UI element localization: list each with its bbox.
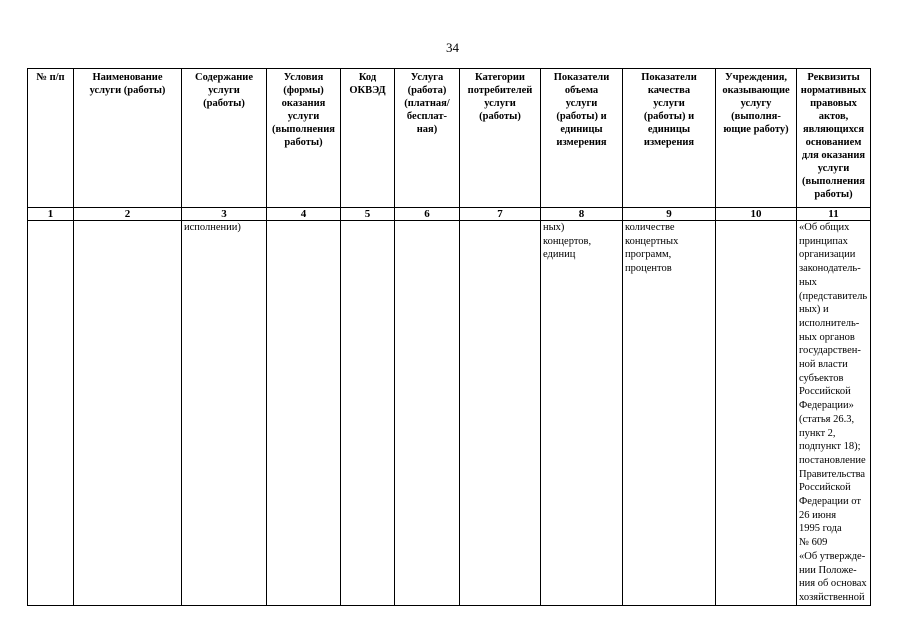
cell-text-line: 1995 года [799,523,842,535]
page-number: 34 [446,40,459,55]
cell-text-line: количестве [625,222,675,233]
cell-text-line: Услуга [410,72,444,83]
column-number-cell: 9 [623,208,716,221]
cell-institutions [716,221,797,606]
cell-text-line: измерения [643,137,695,148]
header-institutions [716,69,797,208]
column-number-cell: 11 [797,208,871,221]
table-header-row [28,69,871,208]
cell-text-line: услуги [287,111,320,122]
cell-text-line: «Об утвержде- [799,550,866,562]
cell-text-line: (выполнения [802,176,865,187]
cell-text-line: (работы) и [556,111,607,122]
column-number-cell: 4 [267,208,341,221]
cell-service-content [182,221,267,606]
cell-text-line: (работы) и [643,111,695,122]
cell-text-line: № п/п [36,72,65,83]
header-volume-indicators [541,69,623,208]
cell-text-line: Учреждения, [724,72,788,83]
cell-text-line: ОКВЭД [349,85,386,96]
cell-text-line: Российской [799,386,851,398]
cell-text-line: качества [647,85,691,96]
cell-text-line: единицы [647,124,691,135]
header-service-name [74,69,182,208]
cell-text-line: ной власти [799,359,848,371]
cell-text-line: ных [799,276,817,288]
cell-text-line: актов, [818,111,849,122]
cell-text-line: работы) [284,137,323,148]
column-number-cell: 8 [541,208,623,221]
cell-text-line: концертных [625,235,679,247]
cell-text-line: услуги [208,85,240,96]
cell-text-line: ная) [416,124,438,135]
cell-text-line: ных) [543,222,565,233]
header-quality-indicators [623,69,716,208]
cell-text-line: для оказания [801,150,866,161]
cell-text-line: ющие работу) [723,124,789,135]
cell-text-line: (платная/ [404,98,450,109]
cell-text-line: оказывающие [722,85,790,96]
table-row [28,221,871,606]
cell-text-line: (статья 26.3, [799,413,855,425]
cell-text-line: концертов, [543,235,592,247]
cell-text-line: Наименование [92,72,163,83]
cell-quality-indicators [623,221,716,606]
cell-text-line: Федерации от [799,496,861,508]
column-number-cell: 6 [395,208,460,221]
cell-text-line: нормативных [800,85,867,96]
cell-text-line: услугу [740,98,772,109]
header-legal-acts [797,69,871,208]
header-row-number [28,69,74,208]
cell-text-line: Показатели [641,72,697,83]
cell-text-line: Показатели [553,72,610,83]
services-registry-table [27,68,871,606]
cell-text-line: ных органов [799,331,855,343]
cell-text-line: законодатель- [799,263,861,275]
cell-text-line: единицы [560,124,603,135]
cell-text-line: услуги [565,98,598,109]
cell-text-line: (работы) [479,111,521,122]
header-okved-code [341,69,395,208]
cell-text-line: измерения [556,137,607,148]
column-number-cell: 10 [716,208,797,221]
column-number-cell: 1 [28,208,74,221]
cell-text-line: № 609 [799,537,828,549]
cell-text-line: правовых [810,98,857,109]
column-numbers-row [28,208,871,221]
cell-text-line: услуги [653,98,685,109]
cell-text-line: ния об основах [799,578,867,590]
cell-text-line: Реквизиты [807,72,860,83]
header-paid-free [395,69,460,208]
cell-text-line: хозяйственной [799,591,865,603]
column-number-cell: 5 [341,208,395,221]
cell-text-line: государствен- [799,345,861,357]
cell-text-line: нии Положе- [799,564,857,576]
cell-text-line: оказания [281,98,326,109]
cell-text-line: (формы) [283,85,324,96]
cell-text-line: организации [799,249,856,261]
header-consumer-categories [460,69,541,208]
cell-legal-acts [797,221,871,606]
cell-text-line: ных) и [799,304,829,316]
header-service-content [182,69,267,208]
cell-text-line: являющихся [802,124,864,135]
cell-okved-code [341,221,395,606]
cell-text-line: потребителей [467,85,533,96]
cell-text-line: Код [358,72,377,83]
cell-text-line: объема [564,85,599,96]
cell-row-number [28,221,74,606]
cell-text-line: 26 июня [799,509,837,521]
cell-text-line: (работы) [203,98,245,109]
cell-service-name [74,221,182,606]
cell-text-line: субъектов [799,372,844,384]
cell-text-line: (представитель [799,290,868,302]
cell-text-line: Федерации» [799,400,854,412]
cell-text-line: работы) [814,189,853,200]
column-number-cell: 3 [182,208,267,221]
cell-text-line: услуги (работы) [89,85,166,96]
cell-consumer-categories [460,221,541,606]
cell-text-line: Содержание [195,72,253,83]
cell-text-line: исполнении) [184,222,241,233]
cell-text-line: основанием [805,137,862,148]
cell-text-line: Категории [475,72,525,83]
cell-text-line: (выполня- [731,111,781,122]
cell-text-line: процентов [625,263,672,275]
cell-text-line: услуги [817,163,850,174]
cell-volume-indicators [541,221,623,606]
cell-text-line: подпункт 18); [799,441,861,453]
header-service-conditions [267,69,341,208]
cell-text-line: исполнитель- [799,317,860,329]
cell-service-conditions [267,221,341,606]
cell-text-line: пункт 2, [799,427,836,439]
column-number-cell: 2 [74,208,182,221]
cell-text-line: бесплат- [406,111,448,122]
cell-text-line: «Об общих [799,222,850,233]
cell-text-line: единиц [543,249,576,261]
cell-text-line: принципах [799,235,848,247]
cell-text-line: программ, [625,249,672,261]
cell-text-line: Российской [799,482,851,494]
cell-text-line: Правительства [799,468,866,480]
cell-text-line: (выполнения [272,124,335,135]
cell-text-line: Условия [283,72,324,83]
cell-paid-free [395,221,460,606]
cell-text-line: (работа) [407,85,447,96]
cell-text-line: услуги [484,98,516,109]
cell-text-line: постановление [799,454,866,466]
column-number-cell: 7 [460,208,541,221]
